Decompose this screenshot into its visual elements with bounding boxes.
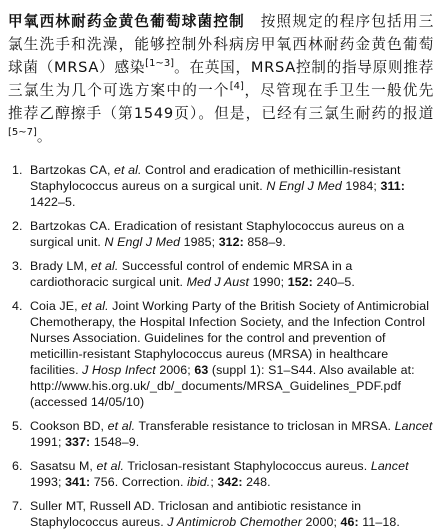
reference-item	[8, 498, 434, 530]
reference-text: Coia JE, et al. Joint Working Party of the British Society of Antimicrobial Chemotherapy, the Hospital Infection Society, and the Infection Control Nurses Association. Guidelines for the control and prevention of meticillin-resistant Staphylococcus aureus (MRSA) in healthcare facilities. J Hosp Infect 2006; 63 (suppl 1): S1–S44. Also available at: http://www.his.org.uk/_db/_documents/MRSA_Guidelines_PDF.pdf (accessed 14/05/10)	[30, 299, 430, 409]
reference-number: 5.	[12, 419, 23, 433]
reference-item	[8, 298, 434, 410]
reference-item	[8, 458, 434, 490]
reference-text: Brady LM, et al. Successful control of endemic MRSA in a cardiothoracic surgical unit. Med J Aust 1990; 152: 240–5.	[30, 259, 355, 289]
reference-text: Suller MT, Russell AD. Triclosan and antibiotic resistance in Staphylococcus aureus. J Antimicrob Chemother 2000; 46: 11–18.	[30, 499, 400, 529]
citation-marker: [5~7]	[8, 127, 37, 139]
mrsa-paragraph	[8, 10, 434, 148]
paragraph-text: ，尽管现在手卫生一般优先推荐乙醇擦手（第1549页）。但是，已经有三氯生耐药的报道	[8, 82, 434, 122]
citation-marker: [4]	[229, 81, 244, 93]
paragraph-text: 按照规定的程序包括用三氯生洗手和洗澡，能够控制外科病房甲氧西林耐药金黄色葡萄球菌（MRSA）感染	[8, 13, 434, 76]
reference-number: 7.	[12, 499, 23, 513]
paragraph-text: 。	[36, 128, 53, 145]
reference-item	[8, 258, 434, 290]
reference-text: Bartzokas CA, et al. Control and eradication of methicillin-resistant Staphylococcus aureus on a surgical unit. N Engl J Med 1984; 311: 1422–5.	[30, 163, 405, 209]
reference-item	[8, 162, 434, 210]
reference-number: 4.	[12, 299, 23, 313]
reference-text: Cookson BD, et al. Transferable resistance to triclosan in MRSA. Lancet 1991; 337: 1548–9.	[30, 419, 433, 449]
reference-number: 6.	[12, 459, 23, 473]
section-heading: 甲氧西林耐药金黄色葡萄球菌控制	[8, 13, 245, 30]
reference-number: 3.	[12, 259, 23, 273]
reference-item	[8, 218, 434, 250]
reference-item	[8, 418, 434, 450]
citation-marker: [1~3]	[145, 58, 175, 70]
reference-text: Bartzokas CA. Eradication of resistant Staphylococcus aureus on a surgical unit. N Engl J Med 1985; 312: 858–9.	[30, 219, 405, 249]
reference-text: Sasatsu M, et al. Triclosan-resistant Staphylococcus aureus. Lancet 1993; 341: 756. Correction. ibid.; 342: 248.	[30, 459, 409, 489]
reference-list	[8, 162, 434, 530]
reference-number: 1.	[12, 163, 23, 177]
paragraph-text: 。在英国，MRSA控制的指导原则推荐三氯生为几个可选方案中的一个	[8, 59, 434, 99]
reference-number: 2.	[12, 219, 23, 233]
